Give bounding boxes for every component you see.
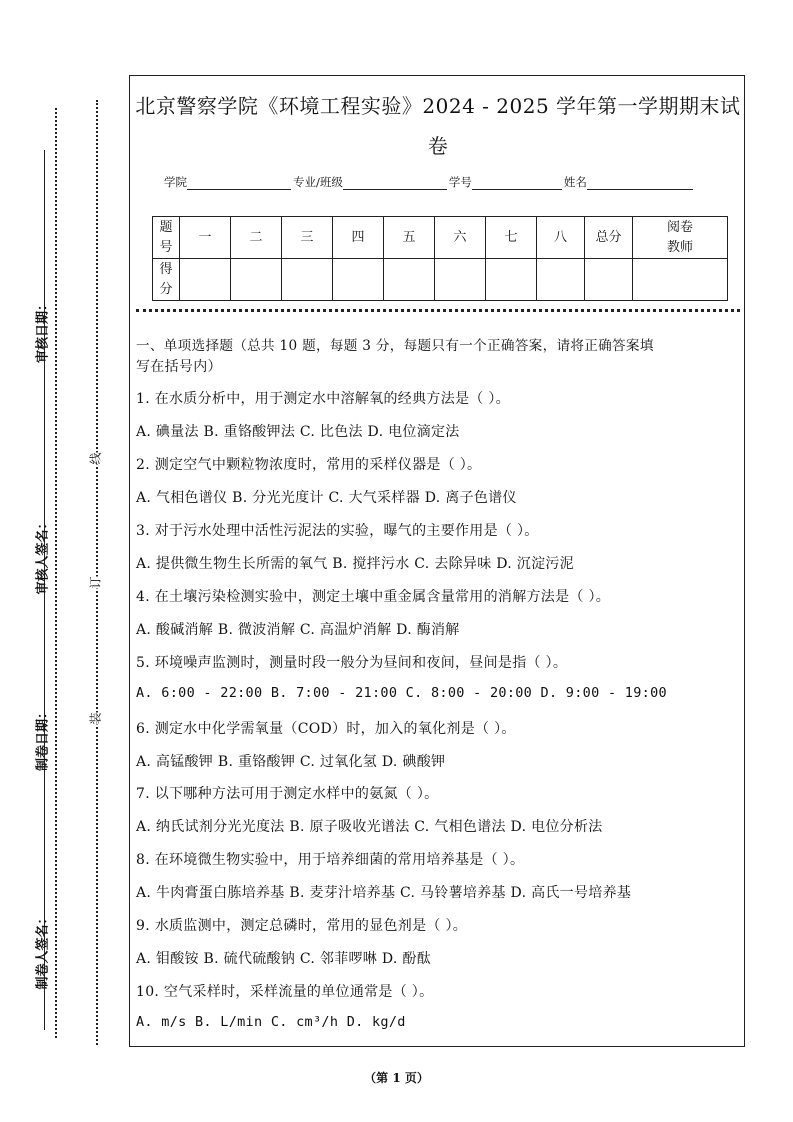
student-id-label: 学号: [448, 175, 472, 189]
page-number: （第 1 页）: [364, 1071, 429, 1085]
score-cell[interactable]: [633, 259, 728, 301]
question-options: A. 纳氏试剂分光光度法 B. 原子吸收光谱法 C. 气相色谱法 D. 电位分析法: [136, 819, 603, 835]
sidebar-dots-left: [55, 108, 57, 1038]
score-cell[interactable]: [486, 259, 537, 301]
student-id-field[interactable]: [472, 177, 562, 190]
question-stem: 10. 空气采样时，采样流量的单位通常是（ ）。: [136, 984, 434, 1000]
header-cell: 一: [180, 217, 231, 259]
question-stem: 8. 在环境微生物实验中，用于培养细菌的常用培养基是（ ）。: [136, 852, 525, 868]
question-stem: 4. 在土壤污染检测实验中，测定土壤中重金属含量常用的消解方法是（ ）。: [136, 589, 611, 605]
header-cell: 题号: [153, 217, 180, 259]
binding-mark-bind: 订: [85, 576, 106, 588]
college-label: 学院: [164, 175, 187, 189]
section-heading: 一、单项选择题（总共 10 题，每题 3 分，每题只有一个正确答案，请将正确答案填: [136, 338, 654, 354]
name-label: 姓名: [563, 175, 587, 189]
score-cell[interactable]: [585, 259, 633, 301]
exam-title: 北京警察学院《环境工程实验》2024 - 2025 学年第一学期期末试: [135, 94, 741, 118]
binding-mark-pack: 装: [85, 712, 106, 724]
score-cell[interactable]: [384, 259, 435, 301]
question-stem: 5. 环境噪声监测时，测量时段一般分为昼间和夜间，昼间是指（ ）。: [136, 655, 568, 671]
question-options: A. 钼酸铵 B. 硫代硫酸钠 C. 邻菲啰啉 D. 酚酞: [136, 951, 431, 967]
question-stem: 3. 对于污水处理中活性污泥法的实验，曝气的主要作用是（ ）。: [136, 523, 539, 539]
header-cell: 七: [486, 217, 537, 259]
question-stem: 9. 水质监测中，测定总磷时，常用的显色剂是（ ）。: [136, 918, 468, 934]
score-cell[interactable]: [435, 259, 486, 301]
student-info-row: [164, 174, 695, 190]
header-cell: 总分: [585, 217, 633, 259]
score-cell[interactable]: [282, 259, 333, 301]
major-class-field[interactable]: [343, 177, 447, 190]
header-cell: 四: [333, 217, 384, 259]
header-cell: 三: [282, 217, 333, 259]
name-field[interactable]: [587, 177, 693, 190]
header-cell: 八: [537, 217, 585, 259]
question-options: A. 牛肉膏蛋白胨培养基 B. 麦芽汁培养基 C. 马铃薯培养基 D. 高氏一号培养基: [136, 885, 632, 901]
question-options: A. 高锰酸钾 B. 重铬酸钾 C. 过氧化氢 D. 碘酸钾: [136, 754, 446, 770]
question-options: A. 提供微生物生长所需的氧气 B. 搅拌污水 C. 去除异味 D. 沉淀污泥: [136, 556, 574, 572]
question-options: A. 气相色谱仪 B. 分光光度计 C. 大气采样器 D. 离子色谱仪: [136, 490, 517, 506]
header-cell: 阅卷教师: [633, 217, 728, 259]
score-table-header: [153, 217, 728, 259]
exam-title-continued: 卷: [427, 134, 449, 158]
reviewer-sign-label: 审核人签名：: [35, 516, 51, 595]
question-stem: 7. 以下哪种方法可用于测定水样中的氨氮（ ）。: [136, 786, 439, 802]
major-class-label: 专业/班级: [293, 175, 343, 189]
score-row: [153, 259, 728, 301]
score-cell[interactable]: [333, 259, 384, 301]
question-stem: 1. 在水质分析中，用于测定水中溶解氧的经典方法是（ ）。: [136, 391, 510, 407]
score-cell[interactable]: [537, 259, 585, 301]
score-cell[interactable]: [180, 259, 231, 301]
review-date-label: 审核日期：: [35, 298, 51, 364]
binding-line: [96, 100, 98, 1045]
question-stem: 6. 测定水中化学需氧量（COD）时，加入的氧化剂是（ ）。: [136, 721, 516, 737]
question-stem: 2. 测定空气中颗粒物浓度时，常用的采样仪器是（ ）。: [136, 457, 482, 473]
binding-mark-line: 线: [85, 452, 106, 464]
question-options: A. 碘量法 B. 重铬酸钾法 C. 比色法 D. 电位滴定法: [136, 424, 460, 440]
header-cell: 六: [435, 217, 486, 259]
header-cell: 五: [384, 217, 435, 259]
maker-sign-label: 制卷人签名：: [35, 911, 51, 990]
question-options: A. 酸碱消解 B. 微波消解 C. 高温炉消解 D. 酶消解: [136, 622, 460, 638]
exam-paper: [129, 75, 745, 1047]
score-table: [152, 216, 728, 301]
score-cell[interactable]: [231, 259, 282, 301]
section-heading-continued: 写在括号内）: [136, 359, 222, 375]
question-options: A. 6:00 - 22:00 B. 7:00 - 21:00 C. 8:00 - 20:00 D. 9:00 - 19:00: [136, 685, 667, 701]
college-field[interactable]: [187, 177, 291, 190]
question-options: A. m/s B. L/min C. cm³/h D. kg/d: [136, 1014, 406, 1030]
maker-date-label: 制卷日期：: [35, 706, 51, 772]
header-cell: 二: [231, 217, 282, 259]
score-row-label: 得分: [153, 259, 180, 301]
separator-dotted: [136, 309, 740, 312]
